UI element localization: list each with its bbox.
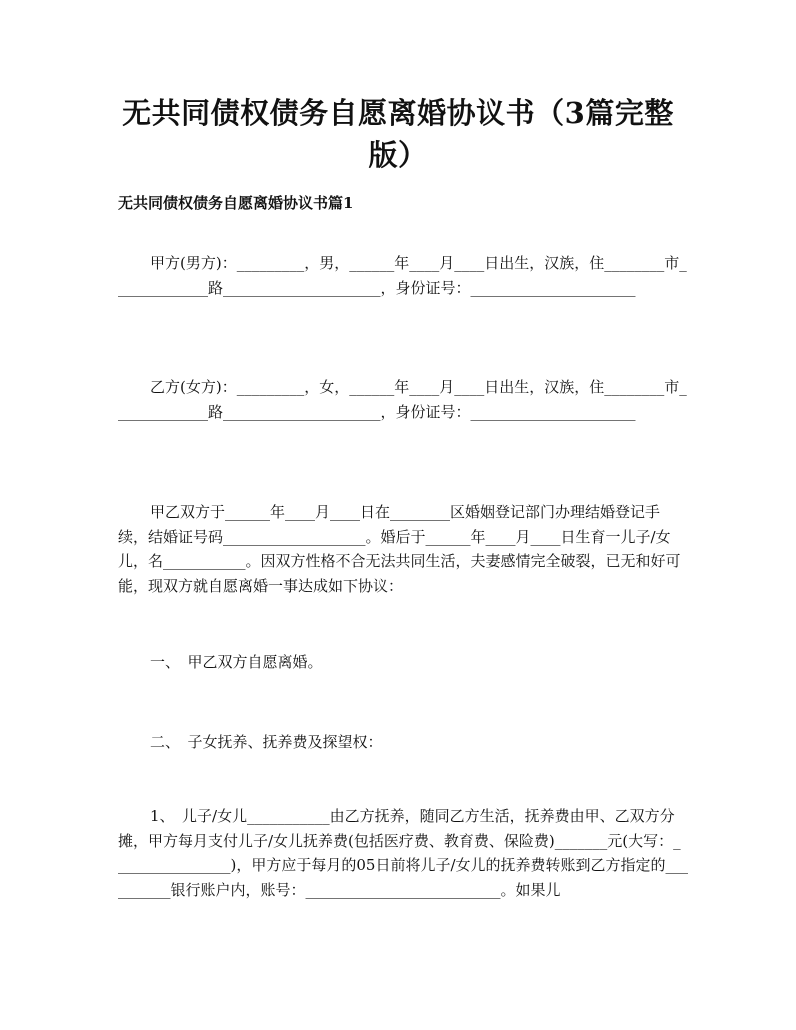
marriage-info-paragraph: 甲乙双方于______年____月____日在________区婚姻登记部门办理结婚登记手续，结婚证号码___________________。婚后于______年____月____日生育一儿子/女儿，名___________。因双方性格不合无法共同生活，夫妻感情完全破裂，已无和好可能，现双方就自愿离婚一事达成如下协议： xyxy=(118,503,681,595)
party-a-paragraph: 甲方(男方)：_________，男，______年____月____日出生，汉族，住________市_____________路_____________________，身份证号：______________________ xyxy=(118,254,687,297)
section-title: 无共同债权债务自愿离婚协议书篇1 xyxy=(118,194,354,212)
clause-one: 一、 甲乙双方自愿离婚。 xyxy=(150,653,323,671)
party-b-paragraph: 乙方(女方)：_________，女，______年____月____日出生，汉族，住________市_____________路_____________________，身份证号：______________________ xyxy=(118,378,687,421)
clause-two-item-one: 1、 儿子/女儿___________由乙方抚养，随同乙方生活，抚养费由甲、乙双方分摊，甲方每月支付儿子/女儿抚养费(包括医疗费、教育费、保险费)_______元(大写：________________)，甲方应于每月的05日前将儿子/女儿的抚养费转账到乙方指定的__________银行账户内，账号：__________________________。如果儿 xyxy=(118,807,688,899)
document-title: 无共同债权债务自愿离婚协议书（3篇完整版） xyxy=(122,96,674,172)
clause-two: 二、 子女抚养、抚养费及探望权： xyxy=(150,733,383,751)
